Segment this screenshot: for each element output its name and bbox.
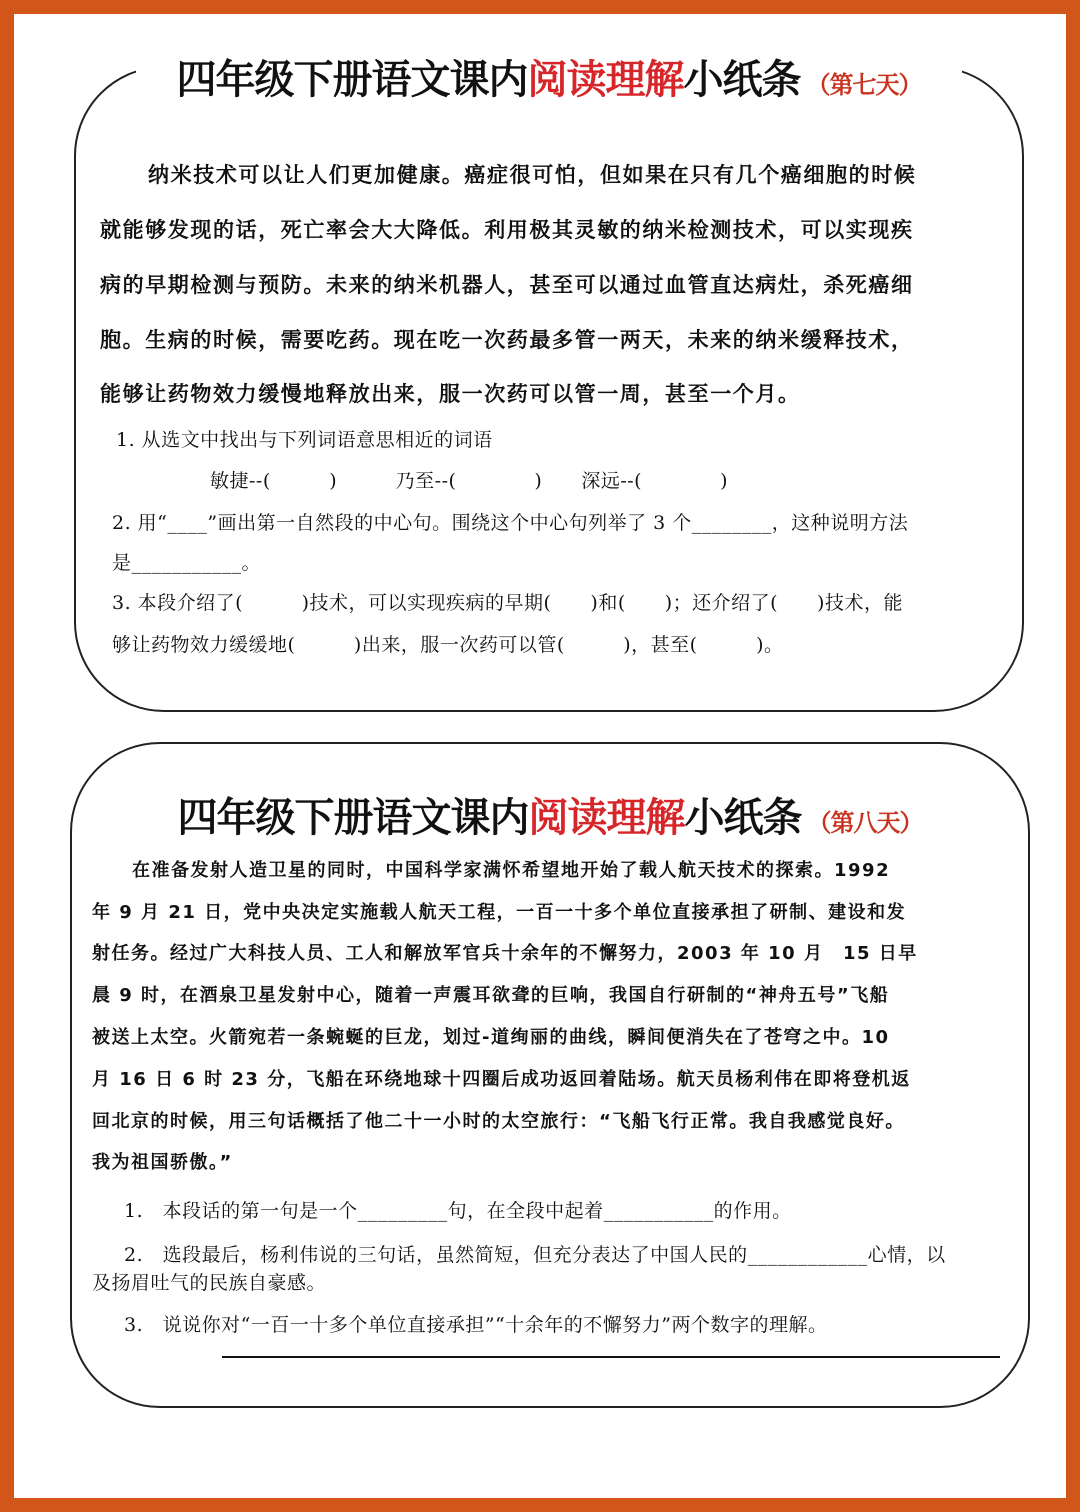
title-day: （第七天） — [806, 71, 922, 99]
card-title — [136, 57, 962, 103]
card-title — [132, 795, 968, 841]
question-3: 3. 本段介绍了( )技术，可以实现疾病的早期( )和( )；还介绍了( )技术，能 — [112, 592, 903, 614]
question-2-cont: 及扬眉吐气的民族自豪感。 — [92, 1272, 327, 1294]
title-highlight: 阅读理解 — [527, 57, 684, 103]
title-suffix: 小纸条 — [684, 795, 802, 841]
title-highlight: 阅读理解 — [528, 795, 685, 841]
passage-line: 能够让药物效力缓慢地释放出来，服一次药可以管一周，甚至一个月。 — [100, 381, 801, 406]
passage-line: 月 16 日 6 时 23 分，飞船在环绕地球十四圈后成功返回着陆场。航天员杨利伟在即将登机返 — [92, 1069, 911, 1090]
passage-line: 被送上太空。火箭宛若一条蜿蜒的巨龙，划过-道绚丽的曲线，瞬间便消失在了苍穹之中。10 — [92, 1027, 890, 1048]
title-suffix: 小纸条 — [683, 57, 801, 103]
question-3-cont: 够让药物效力缓缓地( )出来，服一次药可以管( )，甚至( )。 — [112, 634, 784, 656]
title-day: （第八天） — [807, 809, 923, 837]
passage-line: 纳米技术可以让人们更加健康。癌症很可怕，但如果在只有几个癌细胞的时候 — [148, 162, 917, 187]
title-prefix: 四年级下册语文课内 — [177, 795, 529, 841]
question-1: 1. 从选文中找出与下列词语意思相近的词语 — [116, 429, 493, 451]
passage-line: 就能够发现的话，死亡率会大大降低。利用极其灵敏的纳米检测技术，可以实现疾 — [100, 217, 914, 242]
title-prefix: 四年级下册语文课内 — [176, 57, 528, 103]
passage-line: 年 9 月 21 日，党中央决定实施载人航天工程，一百一十多个单位直接承担了研制、建设和发 — [92, 902, 907, 923]
passage-line: 在准备发射人造卫星的同时，中国科学家满怀希望地开始了载人航天技术的探索。1992 — [132, 860, 891, 881]
question-2: 2. 选段最后，杨利伟说的三句话，虽然简短，但充分表达了中国人民的____________心情，以 — [124, 1244, 946, 1266]
answer-line — [222, 1356, 1000, 1358]
passage-line: 病的早期检测与预防。未来的纳米机器人，甚至可以通过血管直达病灶，杀死癌细 — [100, 272, 914, 297]
worksheet-page — [14, 14, 1066, 1498]
reading-card-day7 — [74, 57, 1024, 712]
passage-line: 回北京的时候，用三句话概括了他二十一小时的太空旅行：“飞船飞行正常。我自我感觉良好。 — [92, 1111, 905, 1132]
question-1-blanks: 敏捷--( ) 乃至--( ) 深远--( ) — [210, 470, 728, 492]
question-1: 1. 本段话的第一句是一个_________句，在全段中起着___________的作用。 — [124, 1200, 792, 1222]
question-3: 3. 说说你对“一百一十多个单位直接承担”“十余年的不懈努力”两个数字的理解。 — [124, 1314, 828, 1336]
passage-line: 晨 9 时，在酒泉卫星发射中心，随着一声震耳欲聋的巨响，我国自行研制的“神舟五号”飞船 — [92, 985, 890, 1006]
passage-line: 胞。生病的时候，需要吃药。现在吃一次药最多管一两天，未来的纳米缓释技术， — [100, 327, 914, 352]
question-2: 2. 用“____”画出第一自然段的中心句。围绕这个中心句列举了 3 个________，这种说明方法 — [112, 512, 909, 534]
passage-line: 我为祖国骄傲。” — [92, 1152, 233, 1173]
question-2-cont: 是___________。 — [112, 552, 262, 574]
reading-card-day8 — [70, 742, 1030, 1408]
passage-line: 射任务。经过广大科技人员、工人和解放军官兵十余年的不懈努力，2003 年 10 月 15 日早 — [92, 943, 918, 964]
